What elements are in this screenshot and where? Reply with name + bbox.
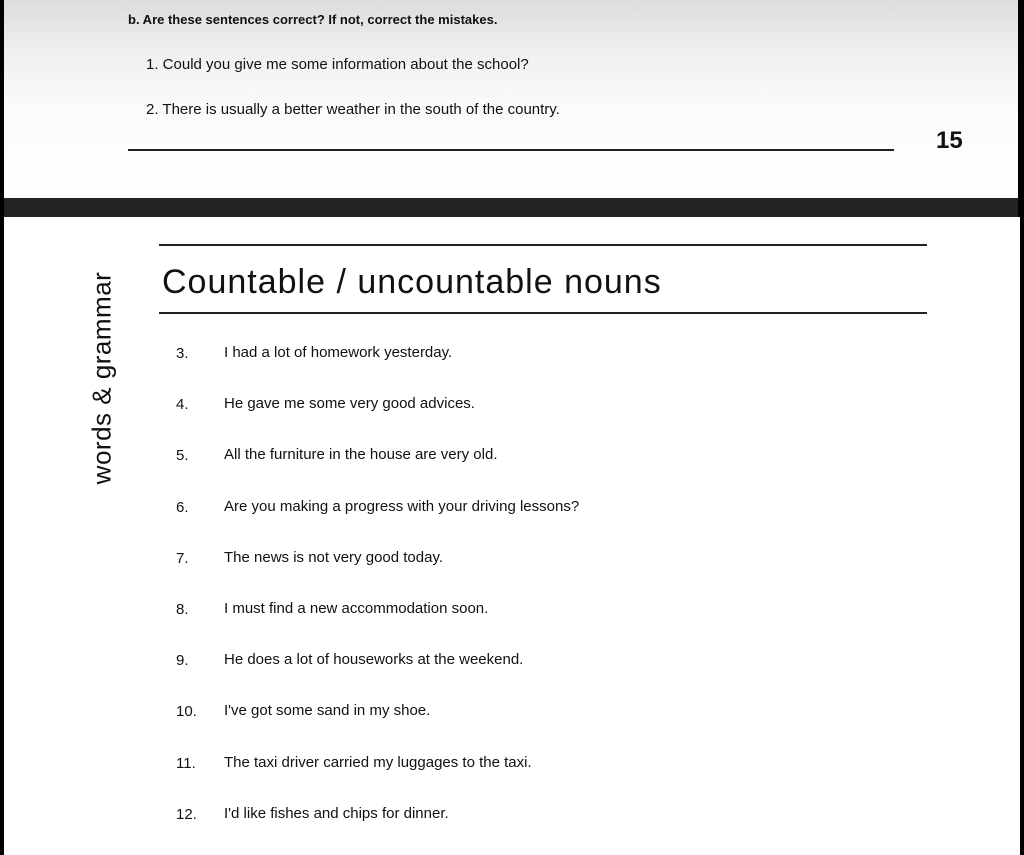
item-number: 10. [176, 703, 197, 721]
list-item [172, 495, 912, 546]
list-item [172, 802, 912, 853]
item-sentence: The taxi driver carried my luggages to the taxi. [224, 753, 532, 771]
item-number: 8. [176, 600, 189, 618]
item-sentence: All the furniture in the house are very old. [224, 446, 498, 464]
exercise-list [172, 341, 912, 853]
item-sentence: I must find a new accommodation soon. [224, 599, 489, 617]
list-item [172, 392, 912, 443]
item-number: 6. [176, 498, 189, 516]
item-sentence: I had a lot of homework yesterday. [224, 344, 453, 361]
title-rule-top [159, 244, 927, 246]
exercise-b-item-1: 1. Could you give me some information about the school? [146, 56, 529, 73]
list-item [172, 699, 912, 750]
item-sentence: Are you making a progress with your driving lessons? [224, 497, 580, 515]
item-number: 5. [176, 447, 189, 465]
item-sentence: He gave me some very good advices. [224, 395, 475, 413]
list-item [172, 751, 912, 802]
title-rule-bottom [159, 312, 927, 314]
item-sentence: I'd like fishes and chips for dinner. [224, 804, 449, 822]
item-sentence: He does a lot of houseworks at the weekend. [224, 651, 524, 669]
item-number: 7. [176, 549, 189, 567]
section-title: Countable / uncountable nouns [162, 263, 662, 301]
side-section-label: words & grammar [86, 271, 117, 485]
page-separator-bar [4, 198, 1018, 217]
previous-page [4, 0, 1018, 198]
item-sentence: I've got some sand in my shoe. [224, 702, 431, 720]
page-number: 15 [936, 127, 963, 154]
item-number: 3. [176, 345, 189, 362]
list-item [172, 341, 912, 392]
item-number: 11. [176, 754, 196, 772]
list-item [172, 597, 912, 648]
item-number: 9. [176, 652, 189, 670]
exercise-b-item-2: 2. There is usually a better weather in the south of the country. [146, 101, 560, 118]
item-number: 4. [176, 396, 189, 414]
list-item [172, 443, 912, 494]
list-item [172, 648, 912, 699]
item-sentence: The news is not very good today. [224, 548, 444, 566]
divider-line [128, 149, 894, 151]
item-number: 12. [176, 805, 197, 823]
exercise-b-heading: b. Are these sentences correct? If not, correct the mistakes. [128, 12, 498, 27]
list-item [172, 546, 912, 597]
